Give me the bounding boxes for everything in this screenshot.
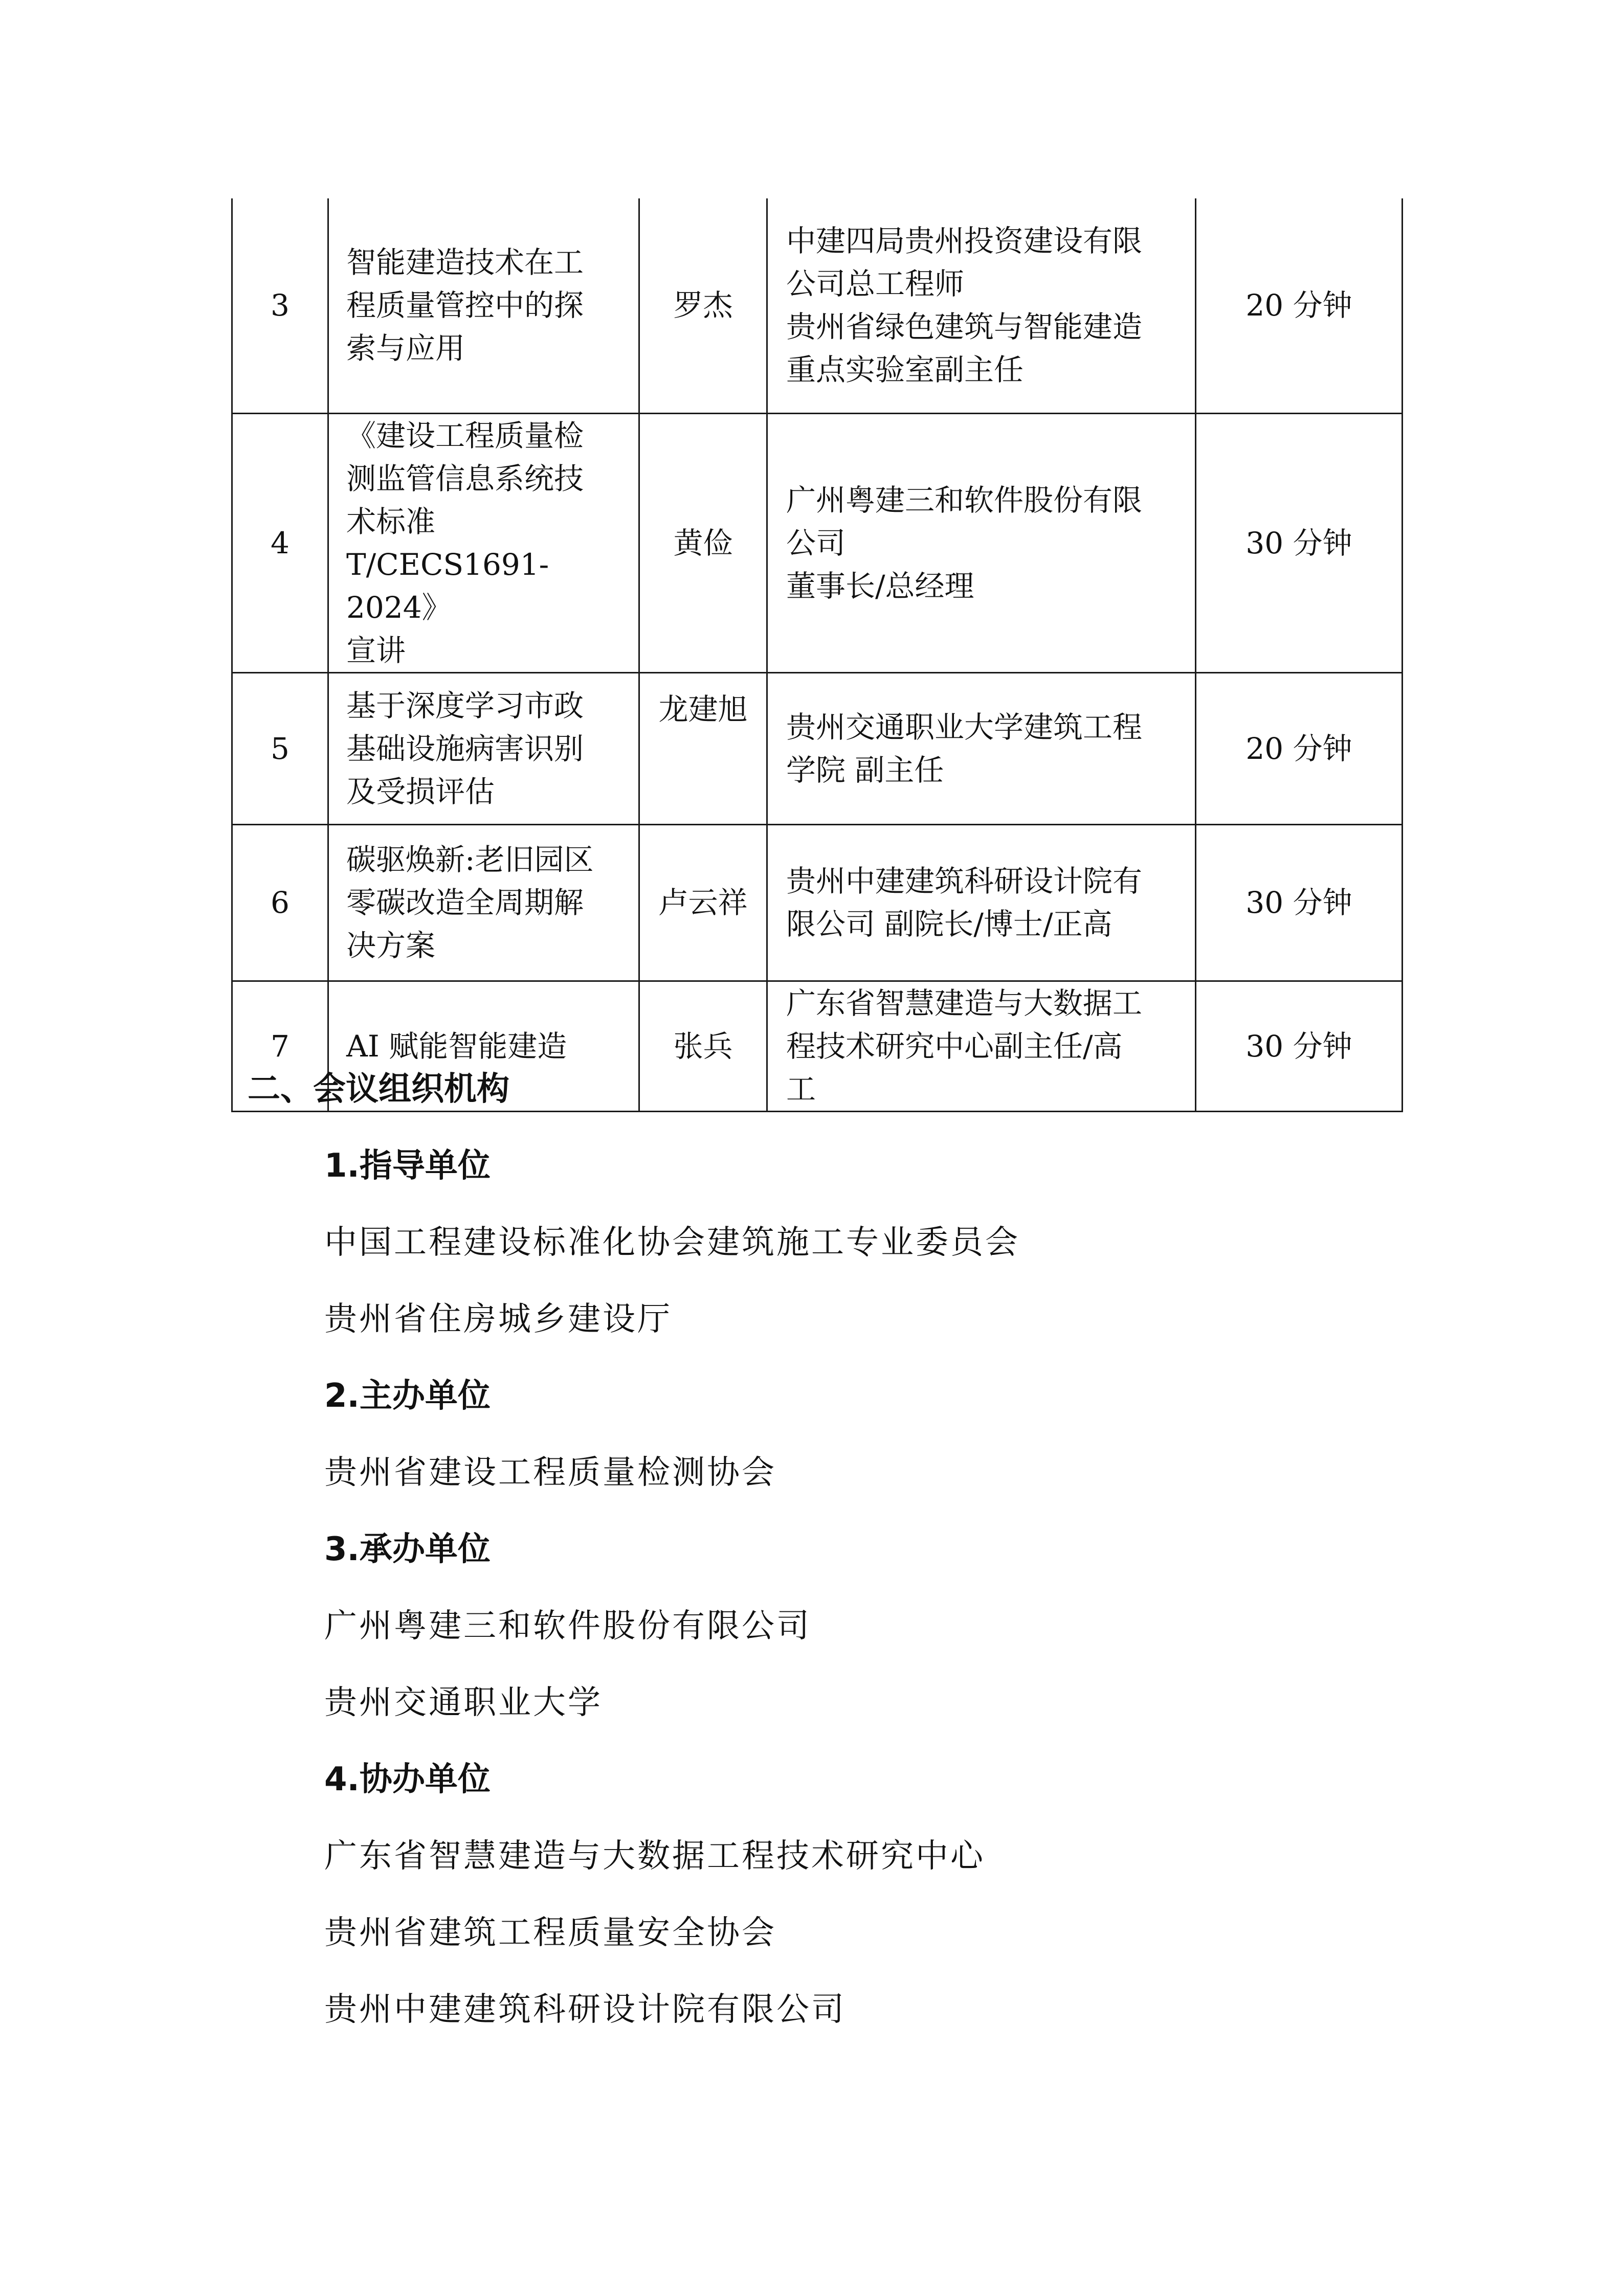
topic-cell: 碳驱焕新:老旧园区 零碳改造全周期解 决方案	[328, 824, 639, 981]
table-row	[232, 824, 1403, 981]
organizer-unit-item: 贵州交通职业大学	[324, 1684, 603, 1722]
duration-cell: 30 分钟	[1196, 981, 1403, 1111]
organization-cell: 贵州交通职业大学建筑工程 学院 副主任	[767, 672, 1196, 824]
co-organizer-unit-item: 广东省智慧建造与大数据工程技术研究中心	[324, 1837, 985, 1875]
row-number: 4	[232, 413, 328, 672]
guide-unit-item: 中国工程建设标准化协会建筑施工专业委员会	[324, 1224, 1020, 1262]
organization-cell: 中建四局贵州投资建设有限 公司总工程师 贵州省绿色建筑与智能建造 重点实验室副主任	[767, 198, 1196, 413]
speaker-cell: 卢云祥	[639, 824, 767, 981]
co-organizer-unit-heading: 4.协办单位	[324, 1761, 491, 1798]
section-heading: 二、会议组织机构	[248, 1070, 509, 1108]
topic-cell: 智能建造技术在工 程质量管控中的探 索与应用	[328, 198, 639, 413]
organizer-unit-item: 广州粤建三和软件股份有限公司	[324, 1607, 811, 1645]
organizer-unit-heading: 3.承办单位	[324, 1530, 491, 1568]
speaker-cell: 黄俭	[639, 413, 767, 672]
duration-cell: 20 分钟	[1196, 672, 1403, 824]
row-number: 7	[232, 981, 328, 1111]
duration-cell: 30 分钟	[1196, 413, 1403, 672]
co-organizer-unit-item: 贵州中建建筑科研设计院有限公司	[324, 1991, 846, 2029]
table-row	[232, 672, 1403, 824]
topic-cell: 《建设工程质量检 测监管信息系统技 术标准 T/CECS1691-2024》 宣讲	[328, 413, 639, 672]
table-row	[232, 198, 1403, 413]
speaker-cell: 罗杰	[639, 198, 767, 413]
organization-cell: 贵州中建建筑科研设计院有 限公司 副院长/博士/正高	[767, 824, 1196, 981]
guide-unit-item: 贵州省住房城乡建设厅	[324, 1300, 672, 1338]
row-number: 3	[232, 198, 328, 413]
table-row	[232, 413, 1403, 672]
duration-cell: 20 分钟	[1196, 198, 1403, 413]
co-organizer-unit-item: 贵州省建筑工程质量安全协会	[324, 1914, 776, 1952]
speaker-cell: 龙建旭	[639, 672, 767, 824]
duration-cell: 30 分钟	[1196, 824, 1403, 981]
host-unit-item: 贵州省建设工程质量检测协会	[324, 1454, 776, 1492]
speaker-cell: 张兵	[639, 981, 767, 1111]
guide-unit-heading: 1.指导单位	[324, 1147, 491, 1185]
host-unit-heading: 2.主办单位	[324, 1377, 491, 1415]
row-number: 5	[232, 672, 328, 824]
row-number: 6	[232, 824, 328, 981]
topic-cell: 基于深度学习市政 基础设施病害识别 及受损评估	[328, 672, 639, 824]
organization-cell: 广州粤建三和软件股份有限 公司 董事长/总经理	[767, 413, 1196, 672]
organization-cell: 广东省智慧建造与大数据工 程技术研究中心副主任/高 工	[767, 981, 1196, 1111]
agenda-table	[231, 198, 1403, 1112]
topic-cell: AI 赋能智能建造	[328, 981, 639, 1111]
